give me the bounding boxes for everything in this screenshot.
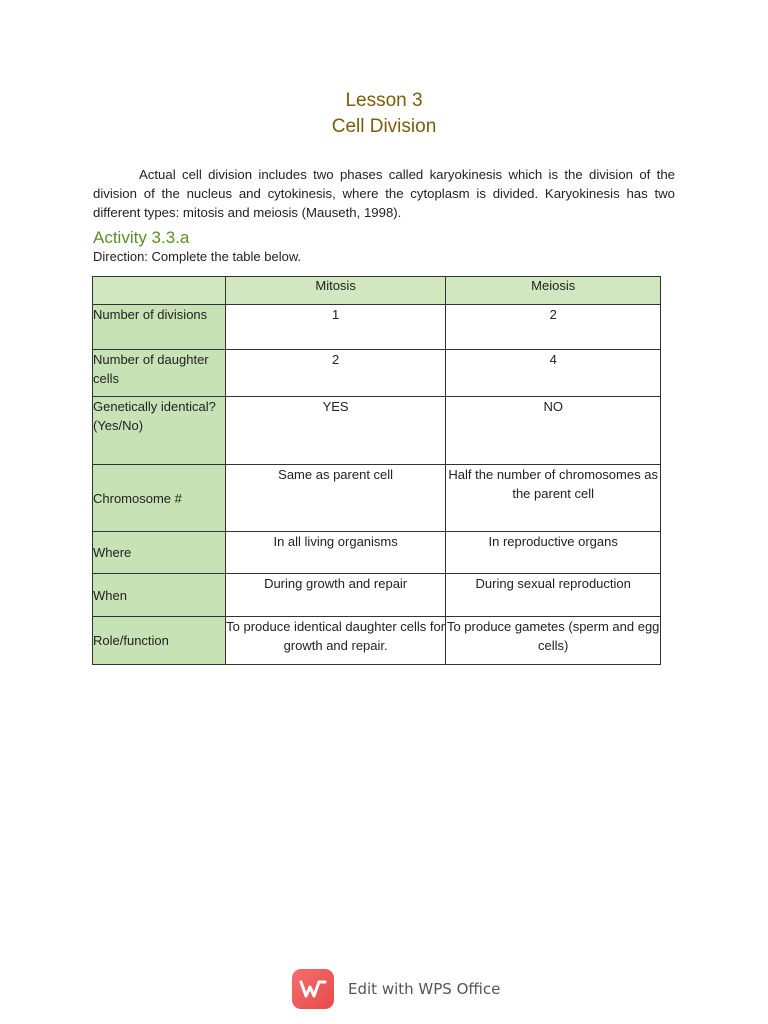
meiosis-cell: NO — [446, 397, 661, 465]
comparison-table — [92, 276, 661, 665]
mitosis-cell: YES — [225, 397, 446, 465]
wps-logo-icon — [292, 969, 334, 1009]
meiosis-cell: Half the number of chromosomes as the parent cell — [446, 465, 661, 532]
lesson-number: Lesson 3 — [345, 90, 423, 111]
row-label: Number of divisions — [93, 305, 226, 350]
mitosis-cell: Same as parent cell — [225, 465, 446, 532]
header-blank — [93, 277, 226, 305]
row-label: Chromosome # — [93, 465, 226, 532]
row-label: Number of daughter cells — [93, 350, 226, 397]
table-row — [93, 532, 661, 574]
row-label: Genetically identical? (Yes/No) — [93, 397, 226, 465]
mitosis-cell: To produce identical daughter cells for growth and repair. — [225, 617, 446, 665]
meiosis-cell: To produce gametes (sperm and egg cells) — [446, 617, 661, 665]
intro-paragraph — [93, 165, 675, 222]
header-meiosis: Meiosis — [446, 277, 661, 305]
activity-title: Activity 3.3.a — [93, 228, 190, 247]
table-row — [93, 397, 661, 465]
mitosis-cell: In all living organisms — [225, 532, 446, 574]
meiosis-cell: 2 — [446, 305, 661, 350]
table-row — [93, 465, 661, 532]
wps-edit-text: Edit with WPS Office — [348, 980, 501, 998]
row-label: Where — [93, 532, 226, 574]
wps-edit-link[interactable] — [292, 968, 500, 1010]
row-label: When — [93, 574, 226, 617]
row-label: Role/function — [93, 617, 226, 665]
mitosis-cell: 1 — [225, 305, 446, 350]
table-row — [93, 617, 661, 665]
meiosis-cell: 4 — [446, 350, 661, 397]
table-header-row — [93, 277, 661, 305]
header-mitosis: Mitosis — [225, 277, 446, 305]
table-row — [93, 305, 661, 350]
meiosis-cell: In reproductive organs — [446, 532, 661, 574]
mitosis-cell: During growth and repair — [225, 574, 446, 617]
lesson-title: Cell Division — [331, 116, 437, 137]
intro-paragraph-text: Actual cell division includes two phases called karyokinesis which is the division of the division of the nucleus and cytokinesis, where the cytoplasm is divided. Karyokinesis has two different types: mitosis and meiosis (Mauseth, 1998). — [93, 167, 675, 220]
table-row — [93, 350, 661, 397]
meiosis-cell: During sexual reproduction — [446, 574, 661, 617]
activity-direction: Direction: Complete the table below. — [93, 249, 302, 264]
table-row — [93, 574, 661, 617]
mitosis-cell: 2 — [225, 350, 446, 397]
